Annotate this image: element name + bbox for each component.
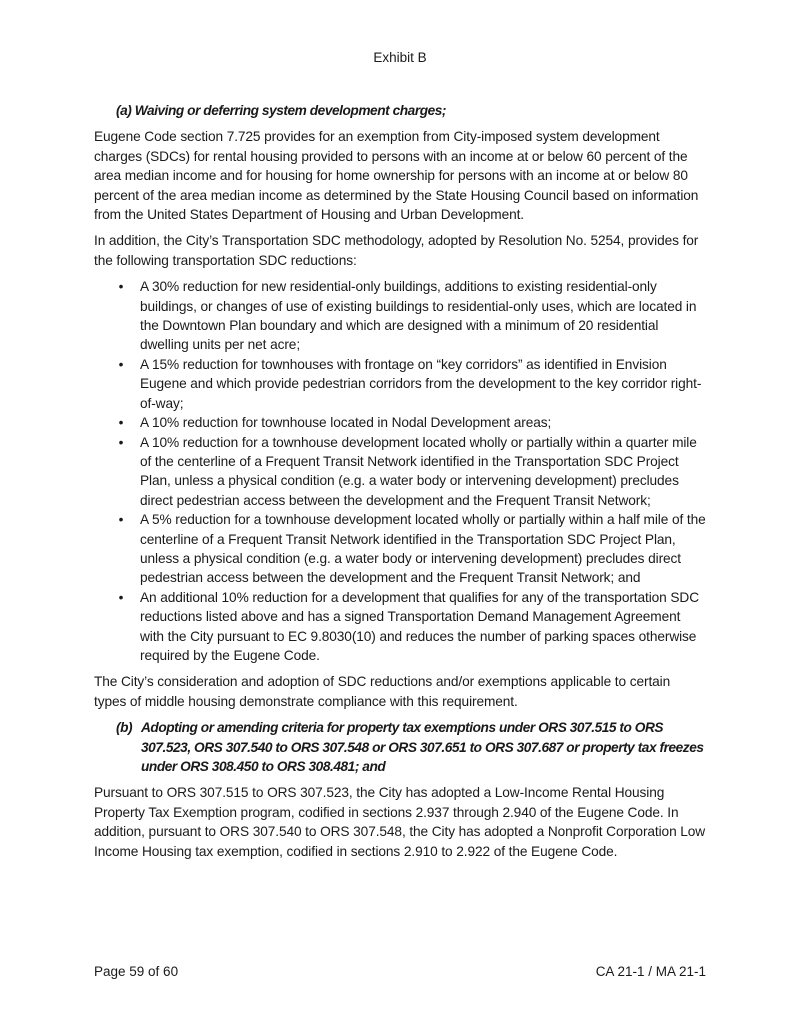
- bullet-icon: •: [118, 415, 124, 431]
- section-b-heading: [94, 718, 706, 776]
- bullet-icon: •: [118, 589, 124, 605]
- list-item: [94, 510, 706, 588]
- section-a-paragraph-1: Eugene Code section 7.725 provides for an exemption from City-imposed system development charges (SDCs) for rental housing provided to persons with an income at or below 60 percent of the area median income and for housing for home ownership for persons with an income at or below 80 percent of the area median income as determined by the State Housing Council based on information from the United States Department of Housing and Urban Development.: [94, 129, 699, 223]
- section-a-paragraph-2: In addition, the City’s Transportation SDC methodology, adopted by Resolution No. 5254, provides for the following transportation SDC reductions:: [94, 233, 699, 268]
- document-id: CA 21-1 / MA 21-1: [595, 964, 706, 979]
- list-item-text: A 10% reduction for a townhouse development located wholly or partially within a quarter mile of the centerline of a Frequent Transit Network identified in the Transportation SDC Project Plan, unless a physical condition (e.g. a water body or intervening development) precludes direct pedestrian access between the development and the Frequent Transit Network;: [140, 434, 697, 508]
- list-item: [94, 277, 706, 355]
- page-body: [94, 101, 706, 868]
- list-item: [94, 355, 706, 413]
- list-item-text: A 30% reduction for new residential-only buildings, additions to existing residential-only buildings, or changes of use of existing buildings to residential-only uses, which are located in the Downtown Plan boundary and which are designed with a minimum of 20 residential dwelling units per net acre;: [140, 279, 697, 353]
- bullet-icon: •: [118, 356, 124, 372]
- list-item-text: A 5% reduction for a townhouse development located wholly or partially within a half mile of the centerline of a Frequent Transit Network identified in the Transportation SDC Project Plan, unless a physical condition (e.g. a water body or intervening development) precludes direct pedestrian access between the development and the Frequent Transit Network; and: [140, 512, 706, 586]
- section-b-heading-text: Adopting or amending criteria for property tax exemptions under ORS 307.515 to ORS 307.523, ORS 307.540 to ORS 307.548 or ORS 307.651 to ORS 307.687 or property tax freezes under ORS 308.450 to ORS 308.481; and: [141, 720, 704, 774]
- list-item: [94, 433, 706, 511]
- list-item-text: A 15% reduction for townhouses with frontage on “key corridors” as identified in Envision Eugene and which provide pedestrian corridors from the development to the key corridor right-of-way;: [140, 356, 702, 411]
- bullet-icon: •: [118, 279, 124, 295]
- section-a-heading: (a) Waiving or deferring system development charges;: [116, 103, 447, 118]
- section-b-paragraph-1: Pursuant to ORS 307.515 to ORS 307.523, the City has adopted a Low-Income Rental Housing Property Tax Exemption program, codified in sections 2.937 through 2.940 of the Eugene Code. In addition, pursuant to ORS 307.540 to ORS 307.548, the City has adopted a Nonprofit Corporation Low Income Housing tax exemption, codified in sections 2.910 to 2.922 of the Eugene Code.: [94, 785, 706, 859]
- section-b-label: (b): [116, 720, 133, 736]
- list-item-text: An additional 10% reduction for a development that qualifies for any of the transportation SDC reductions listed above and has a signed Transportation Demand Management Agreement with the City pursuant to EC 9.8030(10) and reduces the number of parking spaces otherwise required by the Eugene Code.: [140, 589, 699, 663]
- section-a-paragraph-3: The City’s consideration and adoption of SDC reductions and/or exemptions applicable to certain types of middle housing demonstrate compliance with this requirement.: [94, 674, 671, 709]
- list-item: [94, 588, 706, 666]
- page-header: Exhibit B: [373, 50, 427, 65]
- bullet-icon: •: [118, 434, 124, 450]
- list-item: [94, 413, 706, 432]
- sdc-reduction-list: [94, 277, 706, 665]
- bullet-icon: •: [118, 512, 124, 528]
- list-item-text: A 10% reduction for townhouse located in Nodal Development areas;: [140, 415, 552, 431]
- page-number: Page 59 of 60: [94, 964, 179, 979]
